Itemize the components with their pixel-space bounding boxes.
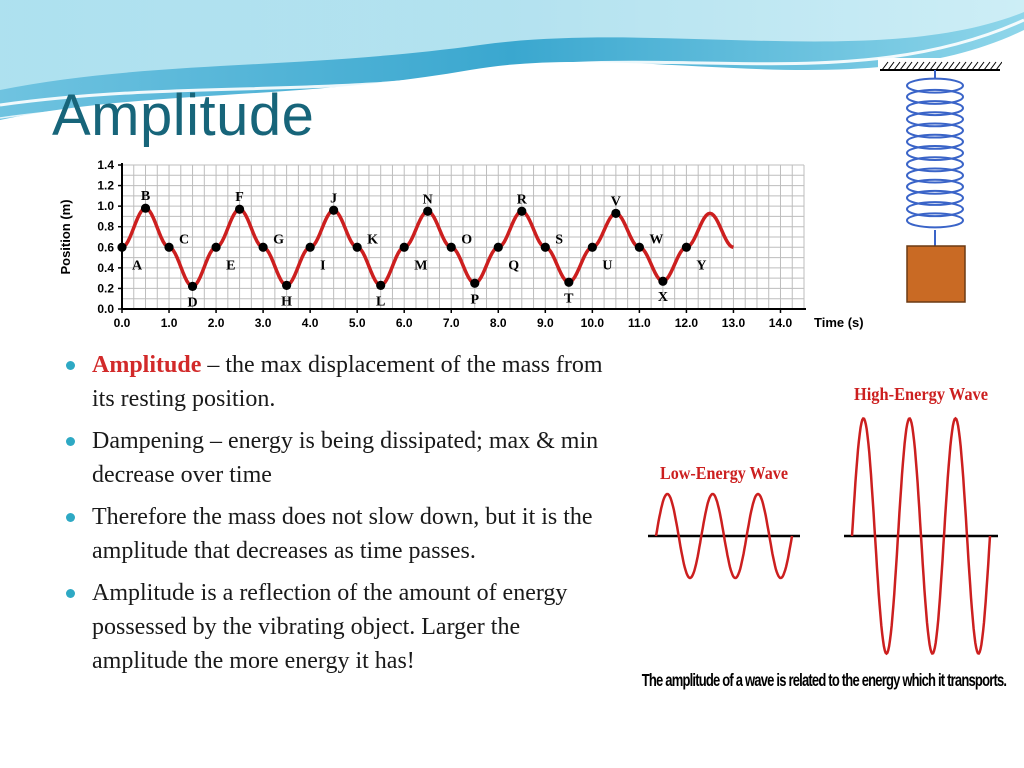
hatch-line [984,62,990,70]
data-label: W [649,232,664,248]
data-point-i [306,243,315,252]
x-tick-label: 10.0 [580,316,605,330]
data-label: V [610,194,621,210]
bullet-item [62,576,622,678]
energy-wave-comparison [622,372,1024,702]
hatch-line [912,62,918,70]
data-point-t [564,278,573,287]
hatch-line [942,62,948,70]
data-label: M [414,258,428,274]
data-point-q [494,243,503,252]
data-point-m [400,243,409,252]
data-point-a [117,243,126,252]
x-tick-label: 6.0 [395,316,413,330]
data-point-g [259,243,268,252]
bullet-item [62,500,622,568]
data-label: E [226,258,236,274]
hatch-line [930,62,936,70]
x-tick-label: 1.0 [160,316,178,330]
data-label: T [564,291,574,307]
bullet-list [62,348,622,686]
bullet-text: Therefore the mass does not slow down, but it is the amplitude that decreases as time passes. [92,504,593,564]
ceiling-hatch [882,62,1002,70]
data-point-n [423,207,432,216]
hatch-line [882,62,888,70]
x-tick-label: 7.0 [442,316,460,330]
slide-title: Amplitude [52,83,315,148]
data-label: P [470,292,480,308]
x-tick-label: 13.0 [721,316,746,330]
bullet-text: – the max displacement of the mass from its resting position. [92,352,603,412]
y-tick-label: 0.4 [97,260,114,275]
bullet-item [62,348,622,416]
data-label: K [367,232,379,248]
data-label: X [657,290,668,306]
y-tick-label: 0.6 [97,240,114,255]
data-label: U [602,258,613,274]
x-axis-label: Time (s) [814,315,864,330]
spring-mass-diagram [878,58,1002,376]
data-point-h [282,281,291,290]
hatch-line [972,62,978,70]
hatch-line [978,62,984,70]
low-energy-wave-label: Low-Energy Wave [660,463,789,483]
data-point-p [470,279,479,288]
hatch-line [924,62,930,70]
bullet-term: Amplitude [92,352,202,378]
data-point-e [211,243,220,252]
data-point-o [447,243,456,252]
energy-wave-svg [622,372,1024,672]
hatch-line [966,62,972,70]
data-label: L [376,294,386,310]
data-point-w [635,243,644,252]
data-label: I [320,258,326,274]
hatch-line [918,62,924,70]
hatch-line [888,62,894,70]
data-point-j [329,206,338,215]
data-label: Y [696,258,707,274]
data-point-u [588,243,597,252]
x-tick-label: 5.0 [348,316,366,330]
data-point-b [141,204,150,213]
spring-coil [907,79,963,228]
position-time-graph-svg [34,155,880,337]
x-tick-label: 0.0 [113,316,131,330]
y-tick-label: 0.0 [97,302,114,316]
data-label: F [235,190,244,206]
y-tick-label: 1.0 [97,199,114,214]
x-tick-label: 9.0 [536,316,554,330]
data-label: D [187,295,198,311]
hatch-line [900,62,906,70]
data-point-x [658,277,667,286]
hatch-line [960,62,966,70]
x-tick-label: 2.0 [207,316,225,330]
data-label: S [555,232,564,248]
y-axis-label: Position (m) [58,199,73,275]
x-tick-label: 4.0 [301,316,319,330]
data-point-f [235,205,244,214]
data-point-d [188,282,197,291]
data-label: C [179,232,190,248]
x-tick-label: 8.0 [489,316,507,330]
data-point-v [611,209,620,218]
data-point-l [376,281,385,290]
hatch-line [948,62,954,70]
hatch-line [936,62,942,70]
data-point-r [517,207,526,216]
data-point-s [541,243,550,252]
data-label: J [330,191,338,207]
high-energy-wave-label: High-Energy Wave [854,384,988,404]
y-tick-label: 0.8 [97,219,114,234]
data-label: H [281,294,293,310]
hatch-line [954,62,960,70]
hatch-line [990,62,996,70]
x-tick-label: 3.0 [254,316,272,330]
data-label: G [273,232,284,248]
hatch-line [894,62,900,70]
data-label: R [516,192,527,208]
data-label: A [132,258,143,274]
bullet-item [62,424,622,492]
data-label: B [140,189,151,205]
data-point-c [164,243,173,252]
data-label: O [461,232,473,248]
position-time-graph [34,155,880,337]
data-point-k [353,243,362,252]
hatch-line [996,62,1002,70]
hatch-line [906,62,912,70]
spring-mass-svg [878,58,1002,376]
bullet-text: Dampening – energy is being dissipated; max & min decrease over time [92,428,599,488]
y-tick-label: 1.4 [97,158,114,172]
bullet-text: Amplitude is a reflection of the amount of energy possessed by the vibrating object. Larger the amplitude the more energy it has! [92,580,568,674]
y-tick-label: 0.2 [97,281,114,296]
energy-caption: The amplitude of a wave is related to the energy which it transports. [641,670,1007,691]
x-tick-label: 11.0 [628,316,651,330]
x-tick-label: 12.0 [674,316,699,330]
x-tick-label: 14.0 [768,316,793,330]
y-tick-label: 1.2 [97,178,114,193]
mass-block [907,246,965,302]
data-label: N [422,192,433,208]
data-label: Q [508,258,520,274]
data-point-y [682,243,691,252]
